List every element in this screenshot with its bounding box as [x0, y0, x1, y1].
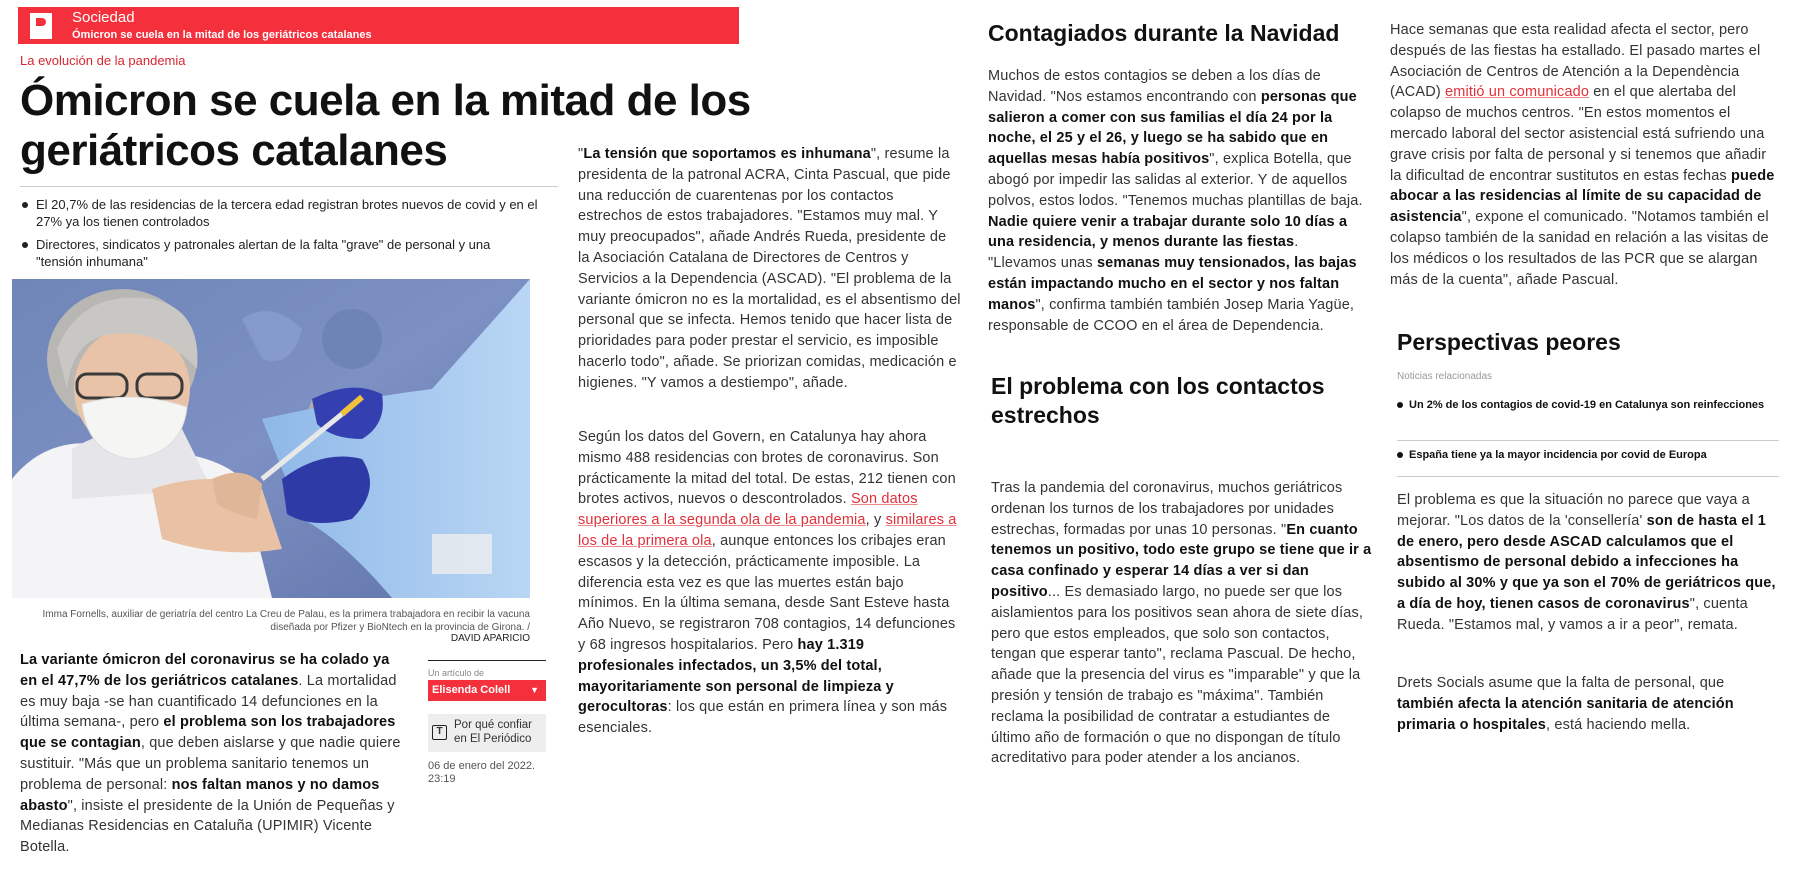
article-photo[interactable] [12, 279, 530, 598]
article-kicker[interactable]: La evolución de la pandemia [20, 53, 186, 68]
section-heading: El problema con los contactos estrechos [991, 373, 1325, 428]
article-paragraph [991, 478, 1373, 769]
summary-item: Directores, sindicatos y patronales alertan de la falta "grave" de personal y una "tensión inhumana" [20, 236, 540, 270]
related-news-link[interactable]: Un 2% de los contagios de covid-19 en Catalunya son reinfecciones [1397, 398, 1791, 412]
bold-text: Nadie quiere venir a trabajar durante solo 10 días a una residencia, y menos durante las fiestas [988, 213, 1348, 251]
author-divider [428, 660, 546, 661]
text: , que deben aislarse y que nadie quiere sustituir. "Más que un problema sanitario tenemos un problema de personal: [20, 735, 401, 793]
text: ... Es demasiado largo, no puede ser que los aislamientos para los positivos sean ahora de siete días, pero que estos empleados, que solo son contactos, tengan que esperar tanto", reclama Pascual. De hecho, añade que la presencia del virus es "imparable" y que la presión y tensión de trabajo es "máxima". También reclama la posibilidad de contratar a estudiantes de último año de formación o que no dispongan de título acreditativo para poder atender a los ancianos. [991, 583, 1364, 767]
text: Hace semanas que esta realidad afecta el sector, pero después de las fiestas ha estallado. El pasado martes el Asociación de Centros de Atención a la Dependència (ACAD) [1390, 22, 1761, 101]
divider [1397, 440, 1779, 441]
photo-caption: Imma Fornells, auxiliar de geriatría del centro La Creu de Palau, es la primera trabajadora en recibir la vacuna diseñada por Pfizer y BioNtech en la provincia de Girona. / [42, 609, 530, 633]
trust-badge-icon: T [432, 725, 447, 740]
text: Muchos de estos contagios se deben a los días de Navidad. "Nos estamos encontrando con [988, 68, 1321, 105]
text: , aunque entonces los cribajes eran escasos y la detección, prácticamente imposible. La diferencia esta vez es que las muertes están bajo mínimos. En la última semana, desde Sant Esteve hasta Año Nuevo, se registraron 708 contagios, 14 defunciones y 68 ingresos hospitalarios. Pero [578, 532, 956, 653]
bold-text: el problema son los trabajadores que se contagian [20, 714, 396, 752]
photo-credit: DAVID APARICIO [450, 633, 530, 644]
text: en el que alertaba del colapso de muchos centros. "En estos momentos el mercado laboral del sector asistencial está sufriendo una grave crisis por falta de personal y si tenemos que añadir la dificultad de encontrar sustitutos en estas fechas [1390, 84, 1767, 184]
divider [1397, 476, 1779, 477]
inline-link[interactable]: emitió un comunicado [1445, 84, 1590, 101]
text: " [578, 146, 584, 162]
bold-text: también afecta la atención sanitaria de atención primaria o hospitales [1397, 695, 1734, 733]
article-title: Ómicron se cuela en la mitad de los geriátricos catalanes [20, 76, 751, 175]
bold-text: semanas muy tensionados, las bajas están impactando mucho en el sector y nos faltan manos [988, 255, 1357, 313]
article-paragraph [988, 66, 1370, 336]
article-paragraph [1390, 20, 1778, 290]
text: Drets Socials asume que la falta de personal, que [1397, 675, 1725, 691]
vaccination-photo-image [12, 279, 530, 598]
trust-label: Por qué confiar en El Periódico [454, 719, 532, 745]
text: ", expone el comunicado. "Notamos también el colapso también de la sanidad en relación a las visitas de los médicos o los resultados de las PCR que se alargan más de la cuenta", añade Pascual. [1390, 209, 1769, 288]
bold-text: puede abocar a las residencias al límite de su capacidad de asistencia [1390, 167, 1775, 226]
section-link[interactable]: Sociedad [72, 9, 135, 26]
article-paragraph [578, 144, 961, 394]
bold-text: En cuanto tenemos un positivo, todo este grupo se tiene que ir a casa confinado y esperar 14 días a ver si dan positivo [991, 521, 1372, 600]
related-news-label: Noticias relacionadas [1397, 371, 1493, 382]
bold-text: hay 1.319 profesionales infectados, un 3,5% del total, mayoritariamente son personal de limpieza y gerocultoras [578, 636, 894, 716]
text: , y [865, 512, 886, 529]
bold-text: La tensión que soportamos es inhumana [583, 146, 871, 162]
article-paragraph [1397, 673, 1781, 735]
text: : los que están en primera línea y son más esenciales. [578, 699, 948, 737]
bold-text: personas que salieron a comer con sus familias el día 24 por la noche, el 25 y el 26, y luego se ha sabido que en aquellas mesas había positivos [988, 88, 1357, 168]
related-news-link[interactable]: España tiene ya la mayor incidencia por covid de Europa [1397, 448, 1791, 462]
article-paragraph [20, 650, 405, 858]
article-paragraph [578, 427, 961, 739]
text: El problema es que la situación no parece que vaya a mejorar. "Los datos de la 'consellería' [1397, 492, 1750, 529]
author-label: Un artículo de [428, 668, 485, 678]
article-summary [20, 196, 540, 276]
author-name: Elisenda Colell [432, 684, 511, 696]
text: Tras la pandemia del coronavirus, muchos geriátricos ordenan los turnos de los trabajadores por unidades estrechas, formadas por unas 10 personas. " [991, 480, 1343, 538]
bold-text: nos faltan manos y no damos abasto [20, 776, 380, 814]
text: . La mortalidad es muy baja -se han cuantificado 14 defunciones en la última semana-, pero [20, 672, 397, 731]
author-button[interactable] [428, 680, 546, 701]
text: ", resume la presidenta de la patronal ACRA, Cinta Pascual, que pide una reducción de cuarentenas por los contactos estrechos de estos trabajadores. "Estamos muy mal. Y muy preocupados", añade Andrés Rueda, presidente de la Asociación Catalana de Directores de Centros y Servicios a la Dependencia (ASCAD). "El problema de la variante ómicron no es la mortalidad, es el absentismo del personal que se infecta. Hemos tenido que hacer lista de prioridades para poder prestar el servicio, es imposible hacerlo todo", añade. Se priorizan comidas, medicación e higienes. "Y vamos a destiempo", añade. [578, 146, 961, 391]
header-article-title: Ómicron se cuela en la mitad de los geriátricos catalanes [72, 29, 372, 41]
text: ", explica Botella, que abogó por impedir las salidas al exterior. Y de aquellos polvos, estos lodos. "Tenemos muchas plantillas de baja. [988, 151, 1363, 209]
text: ", cuenta Rueda. "Estamos mal, y vamos a ir a peor", remata. [1397, 595, 1748, 633]
text: Según los datos del Govern, en Catalunya hay ahora mismo 488 residencias con brotes de coronavirus. Son prácticamente la mitad del total. De estas, 212 tienen con brotes activos, nuevos o descontrolados. [578, 429, 956, 508]
bold-text: son de hasta el 1 de enero, pero desde ASCAD calculamos que el absentismo de personal debido a infecciones ha subido al 30% y que ya son el 70% de geriátricos que, a día de hoy, tienen casos de coronavirus [1397, 512, 1776, 612]
section-heading: Perspectivas peores [1397, 329, 1621, 355]
trust-link[interactable] [428, 714, 546, 752]
article-paragraph [1397, 490, 1781, 636]
chevron-down-icon: ▼ [530, 685, 539, 695]
inline-link[interactable]: Son datos superiores a la segunda ola de la pandemia [578, 491, 918, 529]
publish-date: 06 de enero del 2022. 23:19 [428, 760, 536, 785]
text: ", insiste el presidente de la Unión de Pequeñas y Medianas Residencias en Cataluña (UPIMIR) Vicente Botella. [20, 797, 395, 856]
summary-item: El 20,7% de las residencias de la tercera edad registran brotes nuevos de covid y en el 27% ya los tienen controlados [20, 196, 540, 230]
section-heading: Contagiados durante la Navidad [988, 20, 1340, 46]
text: , está haciendo mella. [1546, 716, 1691, 733]
bold-text: La variante ómicron del coronavirus se ha colado ya en el 47,7% de los geriátricos catalanes [20, 652, 390, 689]
divider [20, 186, 558, 187]
section-header-bar [18, 7, 739, 44]
periodico-logo-icon[interactable] [30, 13, 52, 39]
text: . "Llevamos unas [988, 234, 1299, 272]
text: ", confirma también también Josep Maria Yagüe, responsable de CCOO en el área de Dependencia. [988, 296, 1355, 334]
inline-link[interactable]: similares a los de la primera ola [578, 512, 957, 549]
